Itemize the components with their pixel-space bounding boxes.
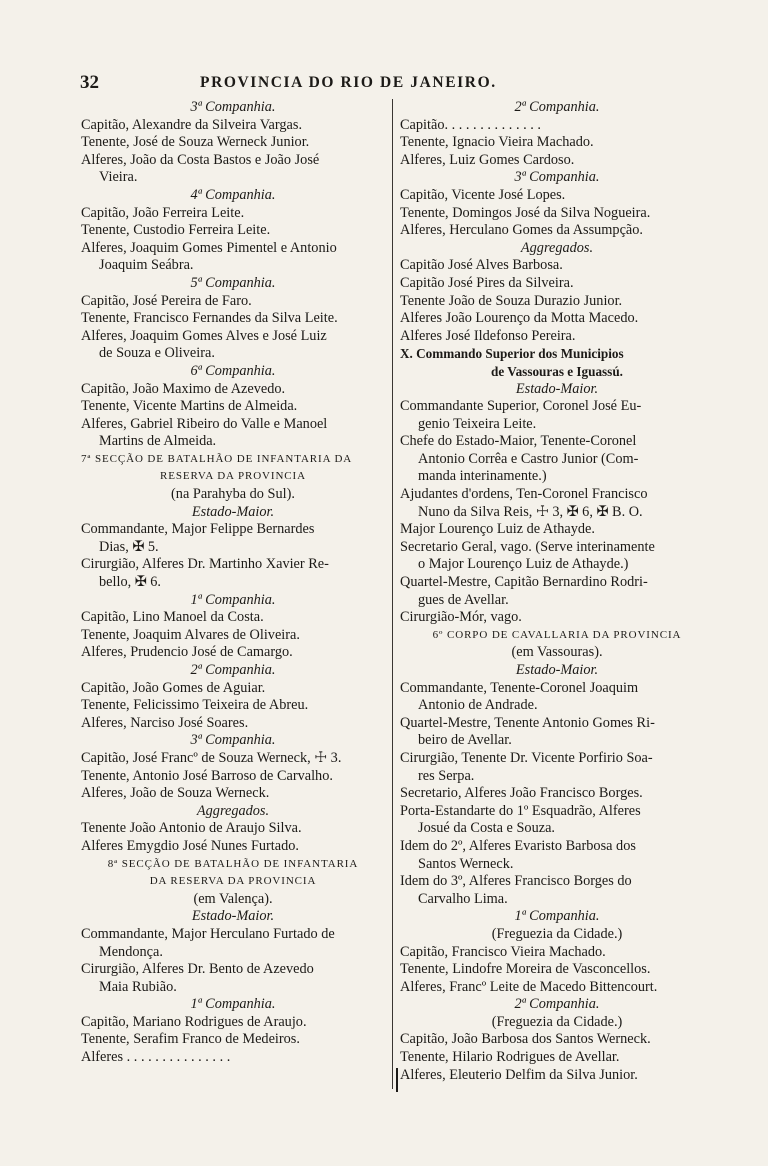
entry: Capitão José Alves Barbosa. [400, 257, 563, 274]
entry: Capitão, Alexandre da Silveira Vargas. [81, 116, 303, 133]
entry: Cirurgião, Tenente Dr. Vicente Porfirio Soa- [400, 749, 653, 766]
company-heading: 2ª Companhia. [514, 996, 600, 1013]
entry-continuation: Josué da Costa e Souza. [418, 820, 555, 837]
entry: Alferes . . . . . . . . . . . . . . . [81, 1049, 231, 1066]
entry: Tenente João de Souza Durazio Junior. [400, 292, 623, 309]
company-heading: 3ª Companhia. [190, 99, 276, 115]
entry: Tenente, Joaquim Alvares de Oliveira. [81, 626, 300, 643]
entry: Capitão, Vicente José Lopes. [400, 186, 566, 203]
entry: Secretario, Alferes João Francisco Borges. [400, 785, 643, 802]
aggregados-heading: Aggregados. [520, 239, 594, 256]
entry: Alferes, Joaquim Gomes Alves e José Luiz [81, 327, 327, 344]
section-location: (na Parahyba do Sul). [171, 486, 295, 503]
command-heading: de Vassouras e Iguassú. [491, 363, 623, 379]
entry: Capitão, João Ferreira Leite. [81, 204, 245, 221]
entry: Alferes, Luiz Gomes Cardoso. [400, 151, 575, 168]
section-heading: DA RESERVA DA PROVINCIA [149, 875, 317, 888]
entry: Tenente, Ignacio Vieira Machado. [400, 134, 594, 151]
entry: Capitão, José Pereira de Faro. [81, 292, 252, 309]
entry-continuation: Maia Rubião. [99, 978, 177, 995]
entry-continuation: bello, ✠ 6. [99, 574, 162, 591]
entry: Cirurgião-Mór, vago. [400, 609, 522, 626]
entry: Idem do 3º, Alferes Francisco Borges do [400, 873, 632, 890]
page-title: PROVINCIA DO RIO DE JANEIRO. [200, 74, 497, 91]
company-heading: 1ª Companhia. [514, 908, 600, 925]
entry: Capitão, João Gomes de Aguiar. [81, 679, 266, 696]
entry-continuation: res Serpa. [418, 767, 475, 784]
entry-continuation: Santos Werneck. [418, 855, 514, 872]
staff-heading: Estado-Maior. [191, 503, 275, 520]
section-heading: 8ª SECÇÃO DE BATALHÃO DE INFANTARIA [107, 857, 359, 870]
company-heading: 6ª Companhia. [190, 362, 276, 379]
entry: Commandante, Major Felippe Bernardes [81, 521, 315, 538]
staff-heading: Estado-Maior. [515, 662, 599, 678]
entry: Ajudantes d'ordens, Ten-Coronel Francisco [400, 486, 648, 503]
entry: Porta-Estandarte do 1º Esquadrão, Alferes [400, 802, 641, 819]
aggregados-heading: Aggregados. [196, 802, 270, 819]
entry-continuation: de Souza e Oliveira. [99, 345, 215, 362]
company-heading: 2ª Companhia. [514, 99, 600, 115]
entry-continuation: Martins de Almeida. [99, 433, 217, 450]
entry-continuation: Joaquim Seábra. [99, 257, 194, 274]
section-location: (em Vassouras). [511, 644, 603, 661]
entry-continuation: Antonio de Andrade. [418, 697, 538, 714]
company-location: (Freguezia da Cidade.) [491, 1013, 623, 1030]
entry: Alferes, Gabriel Ribeiro do Valle e Manoel [81, 415, 328, 432]
entry-continuation: genio Teixeira Leite. [418, 415, 537, 432]
entry: Alferes, João da Costa Bastos e João José [81, 151, 320, 168]
entry-continuation: Mendonça. [99, 943, 163, 960]
column-divider [392, 99, 393, 1089]
entry: Commandante, Major Herculano Furtado de [81, 925, 335, 942]
entry-continuation: beiro de Avellar. [418, 732, 512, 749]
entry: Capitão. . . . . . . . . . . . . . [400, 116, 541, 133]
entry: Quartel-Mestre, Tenente Antonio Gomes Ri- [400, 714, 655, 731]
right-column [400, 99, 714, 1084]
entry: Alferes, Eleuterio Delfim da Silva Junior. [400, 1066, 638, 1083]
entry: Capitão, José Francº de Souza Werneck, ☩ 3. [81, 749, 342, 766]
entry: Idem do 2º, Alferes Evaristo Barbosa dos [400, 837, 636, 854]
company-heading: 1ª Companhia. [190, 996, 276, 1013]
entry: Chefe do Estado-Maior, Tenente-Coronel [400, 433, 637, 450]
entry: Capitão, Mariano Rodrigues de Araujo. [81, 1013, 307, 1030]
entry: Commandante Superior, Coronel José Eu- [400, 398, 642, 415]
entry: Alferes João Lourenço da Motta Macedo. [400, 310, 639, 327]
section-location: (em Valença). [193, 890, 273, 907]
section-heading: 6º CORPO DE CAVALLARIA DA PROVINCIA [432, 628, 682, 641]
entry: Tenente, Serafim Franco de Medeiros. [81, 1031, 300, 1048]
entry-continuation: Nuno da Silva Reis, ☩ 3, ✠ 6, ✠ B. O. [418, 503, 643, 520]
entry: Tenente, Custodio Ferreira Leite. [81, 222, 271, 239]
entry: Alferes, Francº Leite de Macedo Bittencourt. [400, 978, 658, 995]
entry: Major Lourenço Luiz de Athayde. [400, 521, 595, 538]
left-column [81, 99, 385, 1067]
entry: Alferes Emygdio José Nunes Furtado. [81, 837, 299, 854]
section-heading: RESERVA DA PROVINCIA [160, 470, 306, 483]
company-heading: 3ª Companhia. [190, 732, 276, 749]
entry: Tenente João Antonio de Araujo Silva. [81, 820, 302, 837]
entry: Quartel-Mestre, Capitão Bernardino Rodri- [400, 574, 648, 591]
entry: Cirurgião, Alferes Dr. Martinho Xavier Re- [81, 556, 329, 573]
company-heading: 3ª Companhia. [514, 169, 600, 186]
entry-continuation: Carvalho Lima. [418, 890, 508, 907]
entry: Capitão José Pires da Silveira. [400, 274, 574, 291]
entry: Alferes, Herculano Gomes da Assumpção. [400, 222, 643, 239]
entry: Commandante, Tenente-Coronel Joaquim [400, 679, 639, 696]
page-number: 32 [80, 72, 99, 93]
entry: Alferes, Prudencio José de Camargo. [81, 644, 293, 661]
entry: Tenente, Felicissimo Teixeira de Abreu. [81, 697, 309, 714]
column-divider-bold [396, 1068, 398, 1092]
entry-continuation: manda interinamente.) [418, 468, 547, 485]
company-heading: 2ª Companhia. [190, 662, 276, 678]
entry: Secretario Geral, vago. (Serve interinamente [400, 538, 655, 555]
entry-continuation: Antonio Corrêa e Castro Junior (Com- [418, 450, 639, 467]
entry-continuation: o Major Lourenço Luiz de Athayde.) [418, 556, 629, 573]
entry: Tenente, Antonio José Barroso de Carvalho. [81, 767, 333, 784]
entry: Tenente, Francisco Fernandes da Silva Leite. [81, 310, 338, 327]
staff-heading: Estado-Maior. [191, 908, 275, 925]
entry: Alferes José Ildefonso Pereira. [400, 327, 576, 344]
entry: Capitão, João Maximo de Azevedo. [81, 380, 286, 397]
company-heading: 1ª Companhia. [190, 591, 276, 608]
staff-heading: Estado-Maior. [515, 380, 599, 397]
entry: Tenente, José de Souza Werneck Junior. [81, 134, 310, 151]
entry: Tenente, Lindofre Moreira de Vasconcellos. [400, 961, 651, 978]
company-heading: 5ª Companhia. [190, 274, 276, 291]
command-heading: X. Commando Superior dos Municipios [400, 346, 624, 362]
entry: Capitão, João Barbosa dos Santos Werneck. [400, 1031, 651, 1048]
entry: Capitão, Lino Manoel da Costa. [81, 609, 264, 626]
entry-continuation: Dias, ✠ 5. [99, 538, 159, 555]
entry: Cirurgião, Alferes Dr. Bento de Azevedo [81, 961, 314, 978]
entry: Tenente, Vicente Martins de Almeida. [81, 398, 298, 415]
entry: Tenente, Domingos José da Silva Nogueira. [400, 204, 651, 221]
entry-continuation: gues de Avellar. [418, 591, 509, 608]
entry-continuation: Vieira. [99, 169, 138, 186]
entry: Alferes, João de Souza Werneck. [81, 785, 270, 802]
entry: Capitão, Francisco Vieira Machado. [400, 943, 606, 960]
company-heading: 4ª Companhia. [190, 186, 276, 203]
entry: Tenente, Hilario Rodrigues de Avellar. [400, 1049, 620, 1066]
entry: Alferes, Joaquim Gomes Pimentel e Antonio [81, 239, 337, 256]
page-header [80, 72, 720, 98]
section-heading: 7ª SECÇÃO DE BATALHÃO DE INFANTARIA DA [81, 452, 353, 465]
entry: Alferes, Narciso José Soares. [81, 714, 249, 731]
company-location: (Freguezia da Cidade.) [491, 925, 623, 942]
